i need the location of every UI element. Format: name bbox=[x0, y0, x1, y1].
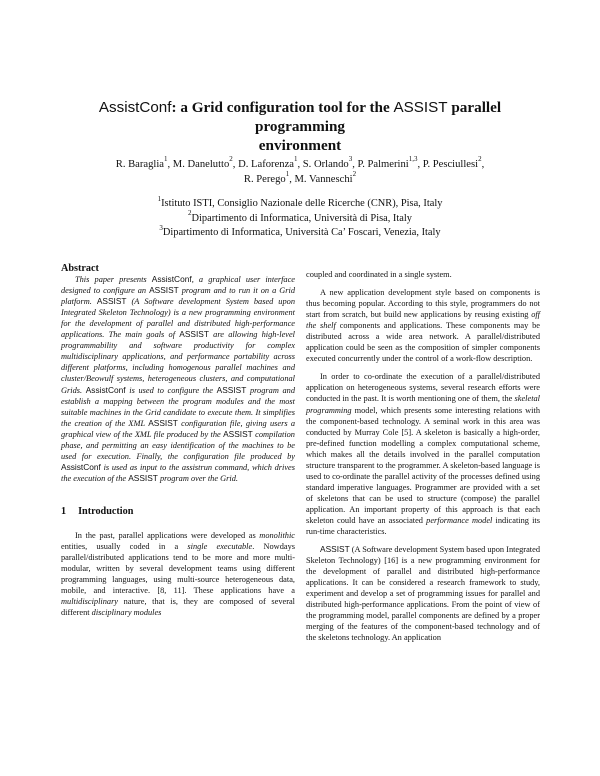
author-affiliation-mark: 1 bbox=[293, 155, 298, 164]
author-name: M. Danelutto bbox=[172, 159, 230, 170]
author-name: M. Vanneschi bbox=[294, 174, 353, 185]
author-name: S. Orlando bbox=[302, 159, 349, 170]
author-list bbox=[60, 157, 540, 187]
title-text-a: : a Grid configuration tool for the bbox=[171, 99, 394, 116]
author-affiliation-mark: 2 bbox=[352, 170, 357, 179]
author-affiliation-mark: 1 bbox=[164, 155, 168, 164]
paper-title bbox=[60, 98, 540, 155]
affiliation: $^1$Istituto ISTI, Consiglio Nazionale delle Ricerche (CNR), Pisa, Italy bbox=[157, 194, 443, 209]
intro-paragraph: In the past, parallel applications were developed as monolithic entities, usually coded in a single executable. Nowdays parallel/distributed applications tend to be more and more multi-modular, written by several development teams using different programming languages, using multi-source heterogeneous data, mobile, and interactive. [8, 11]. These applications have a multidisciplinary nature, that is, they are composed of several different disciplinary modules bbox=[61, 530, 295, 618]
paragraph-components: A new application development style based on components is thus becoming popular. According to this style, programmers do not start from scratch, but build new applications by reusing existing off the shelf components and applications. These components may be distributed across a wide area network. A parallel/distributed application could be seen as the composition of simpler components executed concurrently under the control of a work-flow description. bbox=[306, 288, 540, 364]
author-name: R. Perego bbox=[243, 174, 286, 185]
author-affiliation-mark: 2 bbox=[478, 155, 482, 164]
affiliations bbox=[60, 194, 540, 241]
author-name: P. Palmerini bbox=[357, 159, 409, 170]
left-column bbox=[61, 263, 295, 618]
author-affiliation-mark: 1 bbox=[285, 170, 290, 179]
abstract-heading: Abstract bbox=[61, 263, 99, 274]
title-tool-name: AssistConf bbox=[98, 99, 172, 116]
title-line-2: environment bbox=[258, 137, 342, 154]
author-affiliation-mark: 1,3 bbox=[408, 155, 418, 164]
title-text-b: parallel programming bbox=[255, 99, 502, 135]
author-line-1: R. Baraglia$^1$, M. Danelutto$^2$, D. Laforenza$^1$, S. Orlando$^3$, P. Palmerini$^{1,3}$, P. Pesciullesi$^2$, bbox=[115, 155, 485, 170]
section-heading-introduction: 1 Introduction bbox=[61, 505, 134, 517]
author-name: R. Baraglia bbox=[115, 159, 164, 170]
author-affiliation-mark: 3 bbox=[348, 155, 353, 164]
abstract-body: This paper presents AssistConf, a graphical user interface designed to configure an ASSIST program and to run it on a Grid platform. ASSIST (A Software development System based upon Integrated Skeleton Technology) is a new programming environment for the development of parallel and distributed high-performance applications. The main goals of ASSIST are allowing high-level programmability and software productivity for complex multidisciplinary applications, and performance portability across different platforms, including homogenous parallel machines and cluster/Beowulf systems, heterogeneous clusters, and computational Grids. AssistConf is used to configure the ASSIST program and establish a mapping between the program modules and the most suitable machines in the Grid candidate to execute them. It simplifies the creation of the XML ASSIST configuration file, giving users a graphical view of the XML file produced by the ASSIST compilation phase, and permitting an easy identification of the machines to be used for execution. Finally, the configuration file produced by AssistConf is used as input to the assistrun command, which drives the execution of the ASSIST program over the Grid. bbox=[61, 274, 296, 483]
paragraph-assist: ASSIST (A Software development System based upon Integrated Skeleton Technology) [16] is a new programming environment for the development of parallel and distributed high-performance applications. It can be considered a research framework to study, experiment and develop a set of programming issues for parallel and distributed high-performance applications. From the point of view of the programming model, parallel components are defined by a proper merging of the features of the component-based technology and of the skeletons technology. An application bbox=[306, 544, 540, 643]
affiliation: $^3$Dipartimento di Informatica, Università Ca’ Foscari, Venezia, Italy bbox=[159, 223, 441, 239]
affiliation: $^2$Dipartimento di Informatica, Università di Pisa, Italy bbox=[188, 209, 412, 224]
paragraph-continuation: coupled and coordinated in a single system. bbox=[306, 270, 452, 279]
paragraph-skeletal: In order to co-ordinate the execution of a parallel/distributed application on heterogeneous systems, several research efforts were conducted in the past. It is worth mentioning one of them, the skeletal programming model, which presents some interesting relations with the component-based technology. A seminal work in this area was conducted by Murray Cole [5]. A skeleton is basically a high-order, pre-defined function modelling a complex computational scheme, which makes all the details involved in the parallel computation structure transparent to the programmer. A skeleton-based language is used to co-ordinate the parallel activity of the processes defined using standard imperative languages. Programmer are provided with a set of skeletons that can be used to structure (compose) the parallel application. An important property of this approach is that each skeleton could have an associated performance model indicating its run-time characteristics. bbox=[306, 372, 540, 537]
author-affiliation-mark: 2 bbox=[229, 155, 233, 164]
right-column bbox=[306, 269, 540, 644]
author-name: D. Laforenza bbox=[238, 159, 294, 170]
author-name: P. Pesciullesi bbox=[422, 159, 479, 170]
title-assist: ASSIST bbox=[393, 99, 448, 116]
author-line-2: R. Perego$^1$, M. Vanneschi$^2$ bbox=[243, 170, 357, 185]
